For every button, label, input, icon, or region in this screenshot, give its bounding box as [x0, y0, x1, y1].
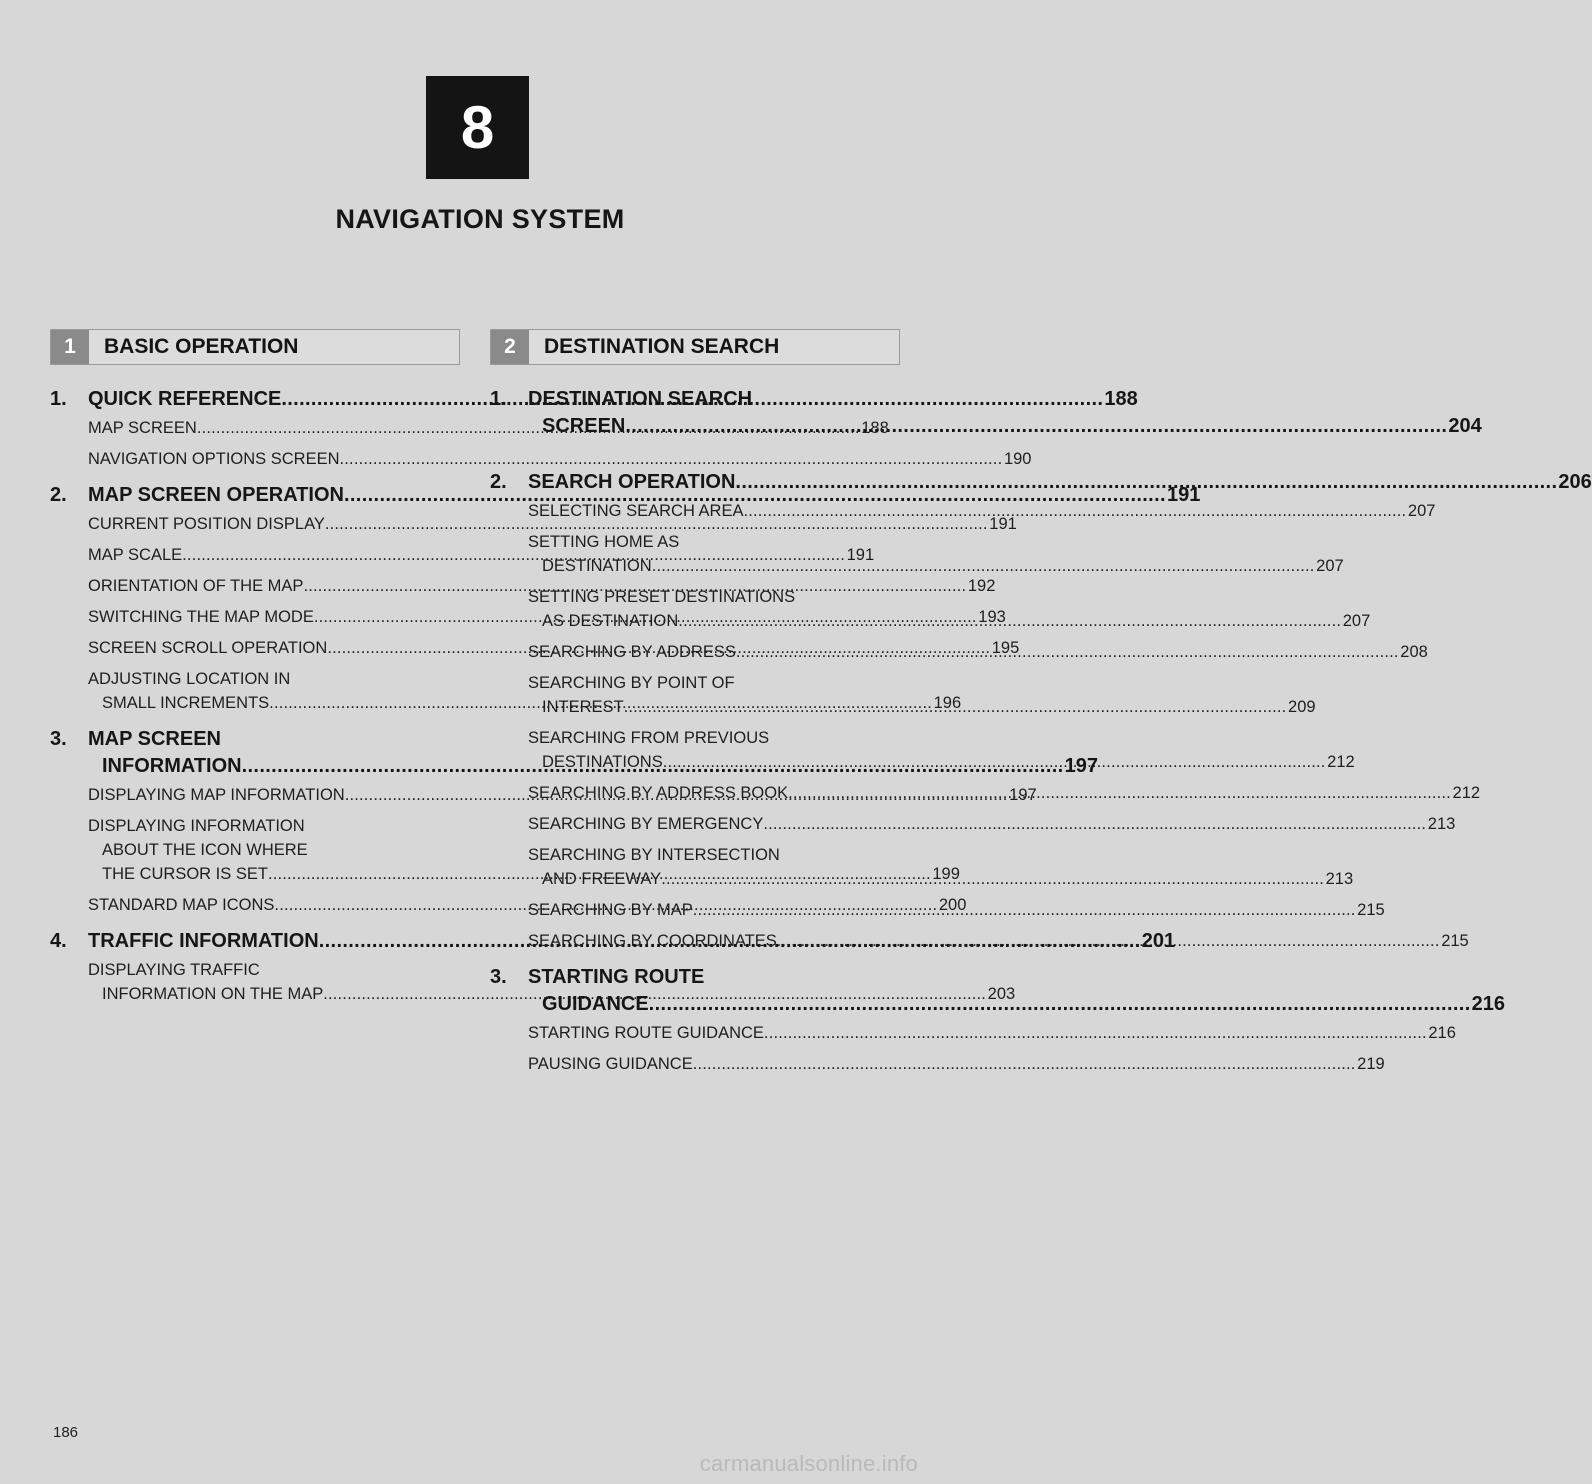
page-ref[interactable]: 216: [1428, 1024, 1456, 1042]
sub-entry-line: [528, 671, 900, 695]
dot-leader: [693, 1052, 1353, 1076]
entry-text: ORIENTATION OF THE MAP: [88, 577, 304, 595]
sub-entry-line: [88, 814, 460, 838]
toc-sub-entry[interactable]: [88, 512, 1017, 536]
entry-text: STARTING ROUTE: [528, 966, 705, 988]
entry-body: [528, 386, 1482, 440]
entry-text: AS DESTINATION: [542, 612, 679, 630]
page-ref[interactable]: 204: [1448, 415, 1482, 437]
entry-title-line: [528, 964, 1505, 991]
page-ref[interactable]: 203: [987, 985, 1016, 1003]
section-number-badge: 2: [491, 330, 529, 364]
dot-leader: [788, 781, 1448, 805]
entry-text: SCREEN SCROLL OPERATION: [88, 639, 328, 657]
page-ref[interactable]: 191: [989, 515, 1017, 533]
entry-text: DESTINATION: [542, 557, 652, 575]
sub-entry-line: [528, 585, 900, 609]
entry-text: SEARCHING FROM PREVIOUS: [528, 729, 770, 747]
entry-text: SCREEN: [542, 415, 626, 437]
section-number-badge: 1: [51, 330, 89, 364]
entry-text: MAP SCALE: [88, 546, 183, 564]
entry-number: 1.: [490, 388, 507, 410]
dot-leader: [652, 554, 1312, 578]
section-header: [50, 329, 460, 365]
sub-entry-line: [88, 512, 1017, 536]
dot-leader: [678, 609, 1338, 633]
page-ref[interactable]: 213: [1427, 815, 1456, 833]
page-ref[interactable]: 208: [1400, 643, 1428, 661]
sub-entry-line: [88, 958, 460, 982]
entry-text: PAUSING GUIDANCE: [528, 1055, 693, 1073]
section-title: DESTINATION SEARCH: [544, 335, 780, 358]
entry-number: 2.: [490, 471, 507, 493]
sub-entry-line: [88, 447, 1032, 471]
entry-number: 3.: [490, 966, 507, 988]
entry-text: SELECTING SEARCH AREA: [528, 502, 744, 520]
page-ref[interactable]: 209: [1288, 698, 1316, 716]
page-ref[interactable]: 199: [932, 865, 960, 883]
entry-text: GUIDANCE: [542, 993, 649, 1015]
page-ref[interactable]: 192: [967, 577, 996, 595]
entry-text: MAP SCREEN: [88, 419, 197, 437]
entry-number: 4.: [50, 930, 67, 952]
sub-entry-line: [528, 1052, 1385, 1076]
toc-sub-entry[interactable]: [528, 1052, 1385, 1076]
dot-leader: [763, 812, 1423, 836]
entry-title-line: [528, 386, 1482, 413]
entry-text: INTEREST: [542, 698, 624, 716]
entry-text: SMALL INCREMENTS: [102, 694, 270, 712]
entry-text: ADJUSTING LOCATION IN: [88, 670, 291, 688]
entry-text: SETTING PRESET DESTINATIONS: [528, 588, 796, 606]
dot-leader: [624, 695, 1284, 719]
entry-text: MAP SCREEN: [88, 728, 221, 750]
entry-text: INFORMATION ON THE MAP: [102, 985, 324, 1003]
entry-number: 2.: [50, 484, 67, 506]
toc-sub-entry[interactable]: [528, 1021, 1456, 1045]
sub-entry-line: [528, 530, 900, 554]
entry-text: SEARCHING BY COORDINATES: [528, 932, 777, 950]
entry-spacer: [490, 440, 900, 458]
entry-body: [528, 964, 1505, 1018]
entry-text: TRAFFIC INFORMATION: [88, 930, 319, 952]
entry-number: 1.: [50, 388, 67, 410]
entry-body: [528, 469, 1592, 496]
dot-leader: [693, 898, 1353, 922]
dot-leader: [736, 640, 1396, 664]
watermark: carmanualsonline.info: [699, 1451, 918, 1476]
page-ref[interactable]: 196: [933, 694, 962, 712]
page-ref[interactable]: 190: [1003, 450, 1032, 468]
page-ref[interactable]: 207: [1407, 502, 1436, 520]
sub-entry-line: [528, 726, 900, 750]
sub-entry-line: [88, 667, 460, 691]
toc-sub-entry[interactable]: [528, 530, 1344, 578]
page-ref[interactable]: 188: [861, 419, 889, 437]
page-number: 186: [53, 1424, 79, 1441]
entry-title-line: [528, 413, 1482, 440]
page-ref[interactable]: 213: [1325, 870, 1354, 888]
page-ref[interactable]: 212: [1452, 784, 1481, 802]
page-ref[interactable]: 219: [1357, 1055, 1385, 1073]
toc-sub-entry[interactable]: [88, 447, 1032, 471]
page-ref[interactable]: 191: [846, 546, 875, 564]
sub-entries: [88, 416, 1032, 471]
entry-text: SETTING HOME AS: [528, 533, 680, 551]
sub-entry-line: [528, 812, 1456, 836]
dot-leader: [663, 750, 1323, 774]
entry-title-line: [528, 469, 1592, 496]
entry-text: DESTINATIONS: [542, 753, 663, 771]
entry-text: SEARCHING BY INTERSECTION: [528, 846, 780, 864]
entry-text: STARTING ROUTE GUIDANCE: [528, 1024, 764, 1042]
entry-text: ABOUT THE ICON WHERE: [102, 841, 308, 859]
sub-entries: [528, 1021, 1456, 1076]
dot-leader: [649, 991, 1468, 1018]
page-ref[interactable]: 201: [1141, 930, 1176, 952]
sub-entry-line: [528, 1021, 1456, 1045]
entry-text: SEARCH OPERATION: [528, 471, 736, 493]
entry-text: STANDARD MAP ICONS: [88, 896, 275, 914]
toc-sub-entry[interactable]: [528, 812, 1456, 836]
entry-text: NAVIGATION OPTIONS SCREEN: [88, 450, 340, 468]
chapter-title: NAVIGATION SYSTEM: [335, 204, 625, 234]
dot-leader: [661, 867, 1321, 891]
chapter-number-badge: 8: [426, 76, 529, 179]
entry-text: DISPLAYING MAP INFORMATION: [88, 786, 345, 804]
entry-text: MAP SCREEN OPERATION: [88, 484, 344, 506]
page-ref[interactable]: 188: [1104, 388, 1138, 410]
entry-text: DISPLAYING TRAFFIC: [88, 961, 260, 979]
entry-number: 3.: [50, 728, 67, 750]
toc-sub-entry[interactable]: [88, 416, 889, 440]
dot-leader: [743, 499, 1403, 523]
page-ref[interactable]: 207: [1342, 612, 1371, 630]
section-header: [490, 329, 900, 365]
page-ref[interactable]: 193: [978, 608, 1006, 626]
entry-text: THE CURSOR IS SET: [102, 865, 268, 883]
entry-title-line: [528, 991, 1505, 1018]
sub-entry-line: [88, 416, 889, 440]
page-ref[interactable]: 212: [1327, 753, 1355, 771]
page-ref[interactable]: 216: [1471, 993, 1506, 1015]
page-ref[interactable]: 200: [938, 896, 967, 914]
section-title: BASIC OPERATION: [104, 335, 299, 358]
sub-entry-line: [528, 554, 1344, 578]
entry-text: SEARCHING BY POINT OF: [528, 674, 735, 692]
dot-leader: [764, 1021, 1424, 1045]
entry-text: SEARCHING BY ADDRESS BOOK: [528, 784, 789, 802]
entry-text: INFORMATION: [102, 755, 242, 777]
page-ref[interactable]: 215: [1441, 932, 1469, 950]
sub-entry-line: [88, 838, 460, 862]
entry-text: SEARCHING BY EMERGENCY: [528, 815, 764, 833]
entry-text: DESTINATION SEARCH: [528, 388, 753, 410]
sub-entry-line: [528, 843, 900, 867]
page-ref[interactable]: 191: [1166, 484, 1201, 506]
entry-text: QUICK REFERENCE: [88, 388, 282, 410]
dot-leader: [735, 469, 1554, 496]
dot-leader: [625, 413, 1444, 440]
page-ref[interactable]: 195: [991, 639, 1020, 657]
entry-text: SEARCHING BY MAP: [528, 901, 693, 919]
page-ref[interactable]: 197: [1009, 786, 1037, 804]
page-ref[interactable]: 197: [1064, 755, 1098, 777]
entry-text: SWITCHING THE MAP MODE: [88, 608, 314, 626]
page-ref[interactable]: 207: [1316, 557, 1344, 575]
page-ref[interactable]: 215: [1357, 901, 1385, 919]
toc-sub-entry[interactable]: [528, 499, 1436, 523]
entry-text: AND FREEWAY: [542, 870, 662, 888]
entry-text: CURRENT POSITION DISPLAY: [88, 515, 325, 533]
sub-entry-line: [528, 499, 1436, 523]
entry-text: SEARCHING BY ADDRESS: [528, 643, 736, 661]
dot-leader: [777, 929, 1437, 953]
entry-text: DISPLAYING INFORMATION: [88, 817, 305, 835]
page-ref[interactable]: 206: [1558, 471, 1592, 493]
